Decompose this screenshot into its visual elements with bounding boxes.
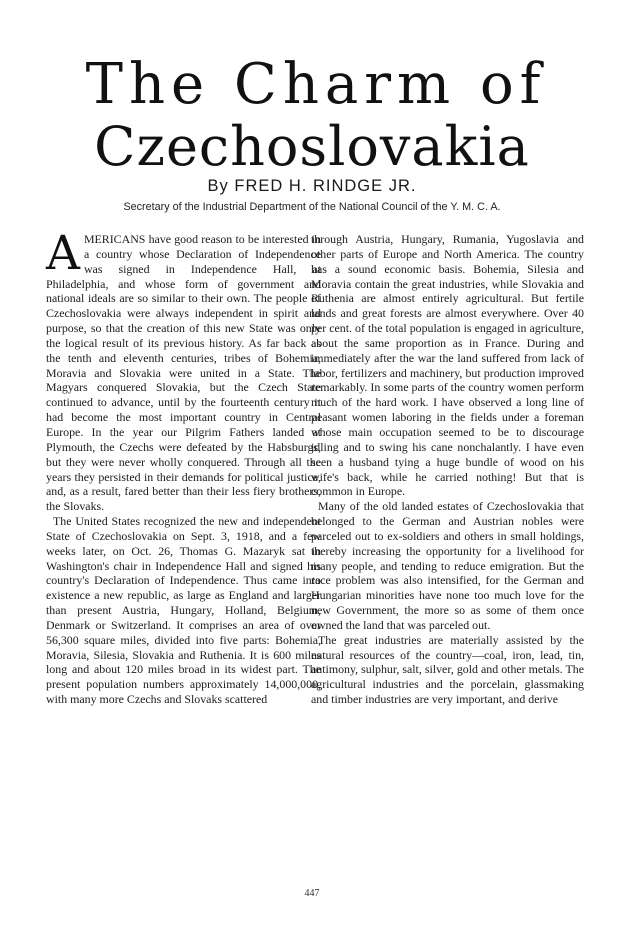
page-number: 447: [304, 888, 320, 899]
paragraph: [46, 226, 321, 514]
article-title-line-2: Czechoslovakia: [94, 115, 530, 178]
right-column: [311, 232, 584, 707]
paragraph: The great industries are materially assisted by the natural resources of the country—coal, iron, lead, tin, antimony, sulphur, salt, silver, gold and other metals. The agricultural industries and the porcelain, glassmaking and timber industries are very important, and derive: [311, 632, 584, 707]
article-title-line-1: The Charm of: [85, 52, 547, 117]
left-column: [46, 226, 321, 707]
author-affiliation: Secretary of the Industrial Department of the National Council of the Y. M. C. A.: [123, 201, 501, 213]
paragraph: Many of the old landed estates of Czechoslovakia that belonged to the German and Austrian nobles were parceled out to ex-soldiers and others in small holdings, thereby increasing the opportunity for a livelihood for many people, and tending to reduce emigration. But the race problem was also intensified, for the German and Hungarian minorities have none too much love for the new Government, the more so as some of them once owned the land that was parceled out.: [311, 499, 584, 632]
drop-cap: A: [46, 226, 80, 281]
paragraph: through Austria, Hungary, Rumania, Yugoslavia and other parts of Europe and North America. The country has a sound economic basis. Bohemia, Silesia and Moravia contain the great industries, while Slovakia and Ruthenia are almost entirely agricultural. But fertile lands and great forests are almost everywhere. Over 40 per cent. of the total population is engaged in agriculture, about the same proportion as in France. During and immediately after the war the land suffered from lack of labor, fertilizers and machinery, but production improved remarkably. In some parts of the country women perform much of the hard work. I have observed a long line of peasant women laboring in the fields under a foreman whose main occupation seemed to be to discourage idling and to swing his cane nonchalantly. I have even seen a husband tying a huge bundle of wood on his wife's back, while he carried nothing! But that is common in Europe.: [311, 232, 584, 499]
paragraph: The United States recognized the new and independent State of Czechoslovakia on Sept. 3, 1918, and a few weeks later, on Oct. 26, Thomas G. Mazaryk sat in Washington's chair in Independence Hall and signed his country's Declaration of Independence. Thus came into existence a new republic, as large as England and larger than present Austria, Hungary, Holland, Belgium, Denmark or Switzerland. It comprises an area of over 56,300 square miles, divided into five parts: Bohemia, Moravia, Silesia, Slovakia and Ruthenia. It is 600 miles long and about 120 miles broad in its widest part. The present population numbers approximately 14,000,000, with many more Czechs and Slovaks scattered: [46, 514, 321, 707]
author-byline: By FRED H. RINDGE JR.: [207, 177, 417, 195]
paragraph-text: MERICANS have good reason to be interested in a country whose Declaration of Independence was signed in Independence Hall, at Philadelphia, and whose form of government and national ideals are so similar to their own. The people of Czechoslovakia were always independent in spirit and purpose, so that the creation of this new State was only the logical result of its previous history. As far back as the tenth and eleventh centuries, tribes of Bohemia, Moravia and Slovakia were united in a State. The Magyars conquered Slovakia, but the Czech State continued to advance, until by the fourteenth century it had become the most important country in Central Europe. In the year our Pilgrim Fathers landed at Plymouth, the Czechs were defeated by the Habsburgs, but they were never wholly conquered. Through all the years they persisted in their demands for political justice, and, as a result, fared better than their less fiery brothers, the Slovaks.: [46, 232, 321, 514]
